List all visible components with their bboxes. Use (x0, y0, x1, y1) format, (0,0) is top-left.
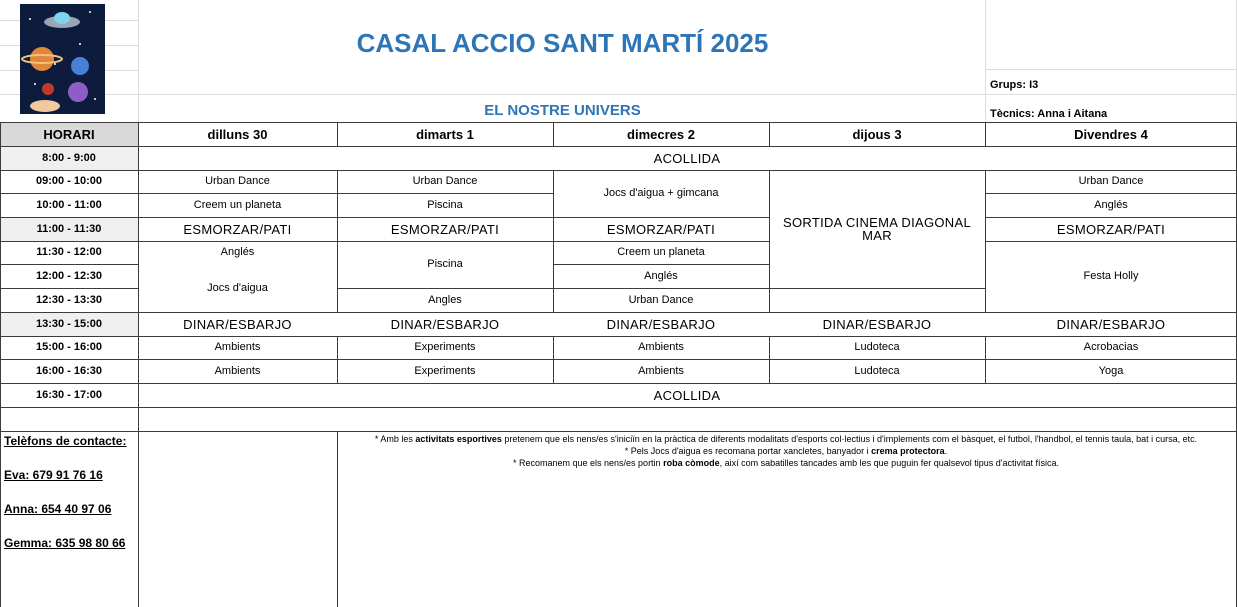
contact-anna: Anna: 654 40 97 06 (4, 502, 112, 516)
activity-cell: Ambients (214, 341, 261, 353)
activity-cell: Yoga (1098, 364, 1124, 377)
note-water-games: * Pels Jocs d'aigua es recomana portar xancletes, banyador i crema protectora. (624, 446, 948, 456)
day-header-friday: Divendres 4 (1074, 126, 1148, 142)
activity-cell: Ambients (638, 341, 684, 353)
activity-cell: Urban Dance (412, 175, 478, 187)
day-header-thursday: dijous 3 (852, 126, 902, 142)
day-header-tuesday: dimarts 1 (416, 126, 474, 142)
activity-cell: Urban Dance (205, 175, 270, 187)
activity-cell: Jocs d'aigua + gimcana (603, 187, 719, 199)
contact-gemma: Gemma: 635 98 80 66 (4, 536, 126, 550)
activity-cell: Piscina (427, 198, 463, 211)
note-sports: * Amb les activitats esportives pretenem que els nens/es s'iniciïn en la pràctica de diferents modalitats d'esports col·lectius i d'implements com el bàsquet, el futbol, l'handbol, el tennis taula, bat i cursa, etc. (374, 434, 1198, 444)
activity-cell: DINAR/ESBARJO (390, 316, 500, 332)
activity-cell: Creem un planeta (193, 198, 282, 211)
page-title: CASAL ACCIO SANT MARTÍ 2025 (356, 28, 769, 58)
time-slot: 11:30 - 12:00 (36, 246, 102, 258)
time-slot: 16:00 - 16:30 (35, 364, 103, 377)
page-subtitle: EL NOSTRE UNIVERS (484, 102, 641, 119)
activity-cell: Ambients (638, 364, 684, 377)
activity-cell: Ludoteca (854, 364, 900, 377)
activity-cell: Urban Dance (628, 293, 694, 306)
day-header-wednesday: dimecres 2 (627, 126, 695, 142)
activity-acollida-evening: ACOLLIDA (653, 387, 721, 403)
activity-cell: Jocs d'aigua (207, 281, 268, 294)
sortida-line-2: MAR (862, 228, 892, 243)
activity-cell: DINAR/ESBARJO (1056, 316, 1166, 332)
time-slot: 09:00 - 10:00 (35, 175, 103, 187)
activity-cell: Experiments (414, 364, 476, 377)
day-header-monday: dilluns 30 (207, 126, 268, 142)
activity-cell: ESMORZAR/PATI (183, 221, 292, 237)
technicians-label: Tècnics: Anna i Aitana (990, 108, 1108, 120)
activity-cell: Experiments (414, 341, 476, 353)
activity-cell: Acrobacias (1083, 341, 1139, 353)
group-label: Grups: I3 (990, 79, 1039, 91)
activity-cell: ESMORZAR/PATI (390, 221, 500, 237)
time-slot: 10:00 - 11:00 (36, 198, 102, 211)
header-horari: HORARI (43, 126, 95, 142)
activity-cell: Angles (428, 293, 462, 306)
time-slot: 13:30 - 15:00 (35, 317, 103, 330)
activity-cell: DINAR/ESBARJO (606, 316, 716, 332)
activity-cell: DINAR/ESBARJO (822, 316, 932, 332)
time-slot: 12:30 - 13:30 (35, 293, 103, 306)
activity-acollida-morning: ACOLLIDA (653, 150, 721, 166)
activity-cell: Piscina (427, 258, 463, 270)
sortida-line-1: SORTIDA CINEMA DIAGONAL (783, 215, 971, 230)
space-planets-logo (20, 4, 105, 114)
time-slot: 15:00 - 16:00 (35, 341, 103, 353)
notes-block (340, 433, 1232, 469)
activity-cell: Ludoteca (854, 341, 900, 353)
time-slot: 12:00 - 12:30 (35, 269, 103, 282)
time-slot: 8:00 - 9:00 (42, 151, 96, 164)
time-slot: 11:00 - 11:30 (36, 222, 102, 235)
activity-cell: Creem un planeta (617, 246, 705, 258)
activity-cell: Urban Dance (1078, 175, 1144, 187)
activity-cell: ESMORZAR/PATI (606, 221, 716, 237)
activity-cell: Anglés (1094, 198, 1128, 211)
contacts-heading: Telèfons de contacte: (4, 434, 127, 448)
note-clothing: * Recomanem que els nens/es portin roba còmode, així com sabatilles tancades amb les que puguin fer qualsevol tipus d'activitat física. (512, 458, 1059, 468)
activity-cell: Ambients (214, 364, 261, 377)
time-slot: 16:30 - 17:00 (35, 388, 103, 401)
activity-sortida-cinema (769, 170, 985, 288)
activity-cell: Anglés (220, 246, 255, 258)
activity-cell: Anglés (644, 269, 678, 282)
activity-cell: DINAR/ESBARJO (183, 316, 292, 332)
activity-cell: Festa Holly (1083, 270, 1139, 282)
activity-cell: ESMORZAR/PATI (1056, 221, 1166, 237)
contact-eva: Eva: 679 91 76 16 (4, 468, 103, 482)
